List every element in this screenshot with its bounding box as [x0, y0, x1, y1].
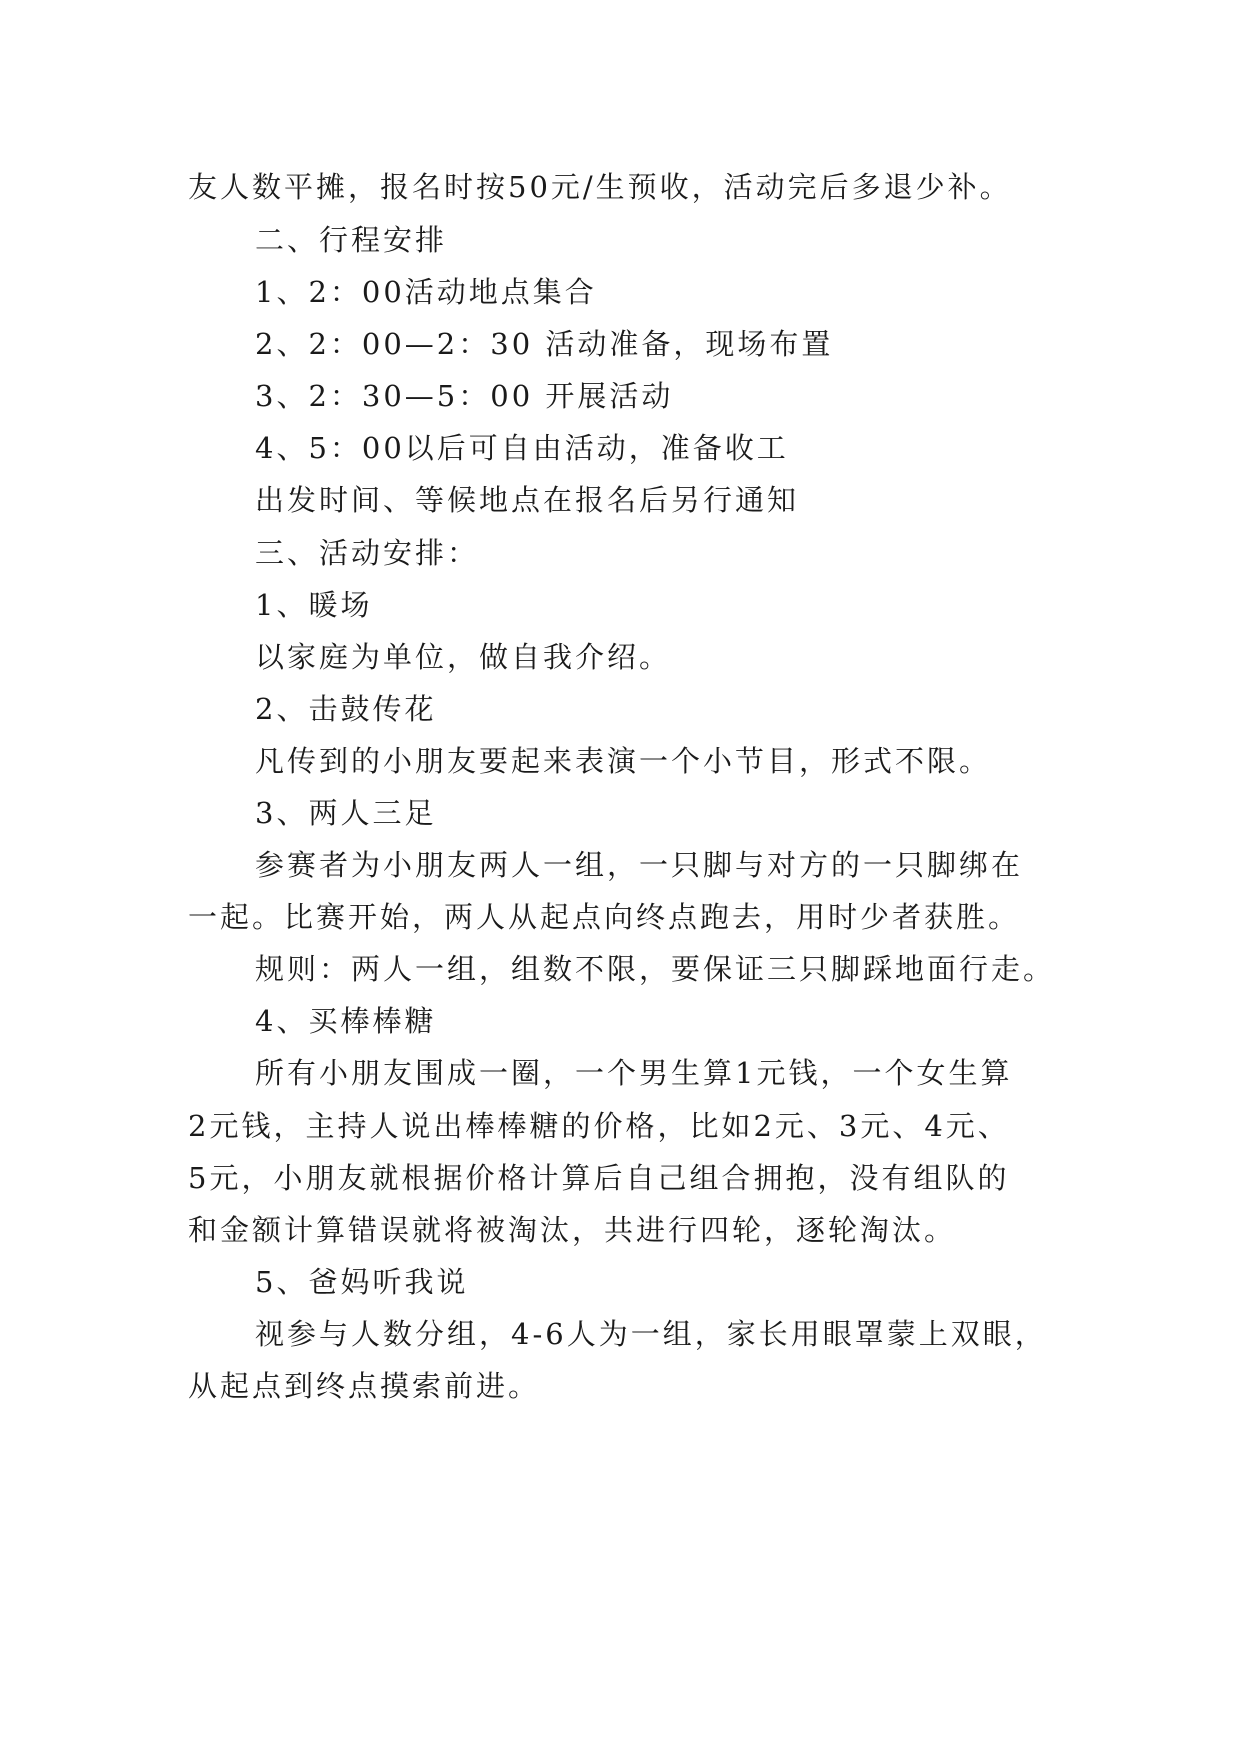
schedule-item-1: 1、2：00活动地点集合 — [255, 275, 597, 309]
heading-itinerary: 二、行程安排 — [255, 223, 448, 257]
activity-desc-5-line-2: 从起点到终点摸索前进。 — [188, 1369, 541, 1403]
paragraph-fee-note: 友人数平摊，报名时按50元/生预收，活动完后多退少补。 — [188, 170, 1012, 204]
activity-title-5: 5、爸妈听我说 — [255, 1265, 469, 1299]
activity-desc-2: 凡传到的小朋友要起来表演一个小节目，形式不限。 — [255, 744, 992, 778]
activity-desc-3-line-2: 一起。比赛开始，两人从起点向终点跑去，用时少者获胜。 — [188, 900, 1021, 934]
activity-desc-4-line-2: 2元钱，主持人说出棒棒糖的价格，比如2元、3元、4元、 — [188, 1109, 1010, 1143]
schedule-item-2: 2、2：00—2：30 活动准备，现场布置 — [255, 327, 834, 361]
departure-note: 出发时间、等候地点在报名后另行通知 — [255, 483, 800, 517]
schedule-item-4: 4、5：00以后可自由活动，准备收工 — [255, 431, 789, 465]
activity-desc-4-line-1: 所有小朋友围成一圈，一个男生算1元钱，一个女生算 — [255, 1056, 1013, 1090]
activity-desc-5-line-1: 视参与人数分组，4-6人为一组，家长用眼罩蒙上双眼， — [255, 1317, 1047, 1351]
activity-title-2: 2、击鼓传花 — [255, 692, 437, 726]
activity-desc-3-line-1: 参赛者为小朋友两人一组，一只脚与对方的一只脚绑在 — [255, 848, 1024, 882]
activity-desc-1: 以家庭为单位，做自我介绍。 — [255, 640, 672, 674]
activity-title-4: 4、买棒棒糖 — [255, 1004, 437, 1038]
schedule-item-3: 3、2：30—5：00 开展活动 — [255, 379, 674, 413]
activity-desc-4-line-3: 5元，小朋友就根据价格计算后自己组合拥抱，没有组队的 — [188, 1161, 1010, 1195]
activity-rule-3: 规则：两人一组，组数不限，要保证三只脚踩地面行走。 — [255, 952, 1056, 986]
activity-desc-4-line-4: 和金额计算错误就将被淘汰，共进行四轮，逐轮淘汰。 — [188, 1213, 957, 1247]
activity-title-3: 3、两人三足 — [255, 796, 437, 830]
heading-activities: 三、活动安排： — [255, 536, 480, 570]
activity-title-1: 1、暖场 — [255, 588, 373, 622]
